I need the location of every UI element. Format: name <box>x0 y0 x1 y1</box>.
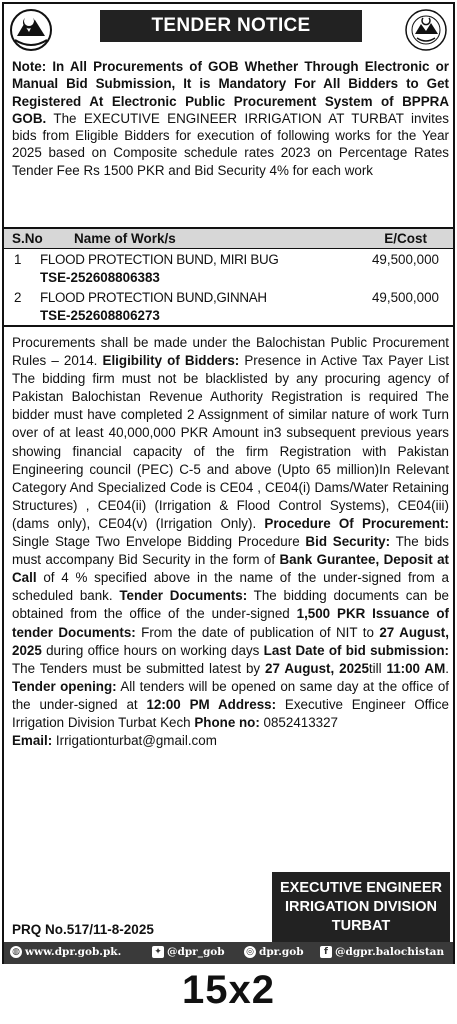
row-work: FLOOD PROTECTION BUND, MIRI BUG <box>40 252 279 267</box>
twitter-link[interactable] <box>152 946 225 958</box>
facebook-text: @dgpr.balochistan <box>335 946 445 958</box>
details-text: Executive Engineer Office Irrigation Division Turbat Kech <box>12 696 449 730</box>
details-heading: 27 August, 2025 <box>12 624 449 658</box>
row-work: FLOOD PROTECTION BUND,GINNAH <box>40 290 267 305</box>
tender-note <box>12 58 449 179</box>
ad-size-label: 15x2 <box>182 968 275 1012</box>
header-sno: S.No <box>12 231 43 246</box>
tender-advertisement <box>2 2 455 964</box>
balochistan-emblem-icon <box>8 8 54 52</box>
tender-details <box>12 334 449 750</box>
details-text: Procurements shall be made under the Balochistan Public Procurement Rules – 2014. <box>12 335 449 369</box>
row-code: TSE-252608806273 <box>40 308 160 323</box>
instagram-icon: ◎ <box>244 946 256 958</box>
facebook-icon: f <box>320 946 332 958</box>
header-cost: E/Cost <box>384 231 427 246</box>
details-heading: Procedure Of Procurement: <box>264 515 450 531</box>
row-sno: 2 <box>14 290 22 305</box>
instagram-text: dpr.gob <box>259 946 304 958</box>
table-row <box>4 287 453 325</box>
details-text: From the date of publication of NIT to <box>135 624 380 640</box>
signatory-box <box>272 872 450 944</box>
header <box>4 4 453 56</box>
instagram-link[interactable] <box>244 946 304 958</box>
details-heading: Email: <box>12 733 53 749</box>
page-title: TENDER NOTICE <box>100 10 362 42</box>
details-text: of 4 % specified above in the name of the under-signed from a scheduled bank. <box>12 570 449 604</box>
works-table <box>4 227 453 327</box>
website-link[interactable] <box>10 946 121 958</box>
email-address: Irrigationturbat@gmail.com <box>52 733 217 749</box>
details-text: The Tenders must be submitted latest by <box>12 660 266 676</box>
prq-number: PRQ No.517/11-8-2025 <box>12 922 154 937</box>
globe-icon: ◍ <box>10 946 22 958</box>
table-row <box>4 249 453 287</box>
details-text: All tenders will be opened on same day at the office of the under-signed at <box>12 678 449 712</box>
signatory-line: EXECUTIVE ENGINEER <box>280 880 442 896</box>
facebook-link[interactable] <box>320 946 444 958</box>
signatory-line: TURBAT <box>331 918 391 934</box>
table-header <box>4 229 453 249</box>
details-heading: 27 August, 2025 <box>265 660 369 676</box>
details-heading: Phone no: <box>194 714 260 730</box>
note-text: The EXECUTIVE ENGINEER IRRIGATION AT TURBAT invites bids from Eligible Bidders for execution of following works for the Year 2025 based on Composite schedule rates 2023 on Percentage Rates Tender Fee Rs 1500 PKR and Bid Security 4% for each work <box>12 110 449 178</box>
details-text: till <box>368 660 387 676</box>
details-text: Presence in Active Tax Payer List The bidding firm must not be blacklisted by any procuring agency of Pakistan Balochistan Revenue Authority Registration is required The bidder must have completed 2 Assignment of similar nature of work Turn over of at least 40,000,000 PKR Amount in3 subsequent previous years showing financial capacity of the firm Registration with Pakistan Engineering council (PEC) C-5 and above (Upto 65 million)In Relevant Category And Specialized Code is CE04 , CE04(i) Dams/Water Retaining Structures) , CE04(ii) (Irrigation & Flood Control Systems), CE04(iii) (dams only), CE04(v) (Irrigation Only). <box>12 353 450 531</box>
header-name: Name of Work/s <box>74 231 176 246</box>
details-heading: Eligibility of Bidders: <box>102 353 240 369</box>
details-heading: Tender opening: <box>12 678 117 694</box>
details-text: The bidding documents can be obtained from the office of the under-signed <box>12 588 450 622</box>
row-sno: 1 <box>14 252 22 267</box>
row-cost: 49,500,000 <box>371 252 439 267</box>
details-text: . <box>445 660 449 676</box>
signatory-line: IRRIGATION DIVISION <box>285 899 437 915</box>
twitter-icon: ✦ <box>152 946 164 958</box>
details-heading: Tender Documents: <box>119 588 248 604</box>
details-heading: Bank Gurantee, Deposit at Call <box>12 552 449 586</box>
row-code: TSE-252608806383 <box>40 270 160 285</box>
details-heading: 1,500 PKR Issuance of tender Documents: <box>12 606 449 640</box>
details-heading: Bid Security: <box>305 534 391 550</box>
details-heading: 11:00 AM <box>386 660 446 676</box>
website-text: www.dpr.gob.pk. <box>25 946 122 958</box>
details-heading: Last Date of bid submission: <box>263 642 449 658</box>
details-heading: 12:00 PM Address: <box>146 696 277 712</box>
details-text: The bids must accompany Bid Security in the form of <box>12 534 449 568</box>
twitter-text: @dpr_gob <box>167 946 225 958</box>
phone-number: 0852413327 <box>259 714 339 730</box>
details-text: during office hours on working days <box>41 642 264 658</box>
department-emblem-icon <box>403 8 449 52</box>
social-bar <box>4 942 453 964</box>
row-cost: 49,500,000 <box>371 290 439 305</box>
details-text: Single Stage Two Envelope Bidding Procedure <box>12 534 306 550</box>
note-bold: Note: In All Procurements of GOB Whether Through Electronic or Manual Bid Submission, It is Mandatory For All Bidders to Get Registered At Electronic Public Procurement System of BPPRA GOB. <box>12 59 449 126</box>
